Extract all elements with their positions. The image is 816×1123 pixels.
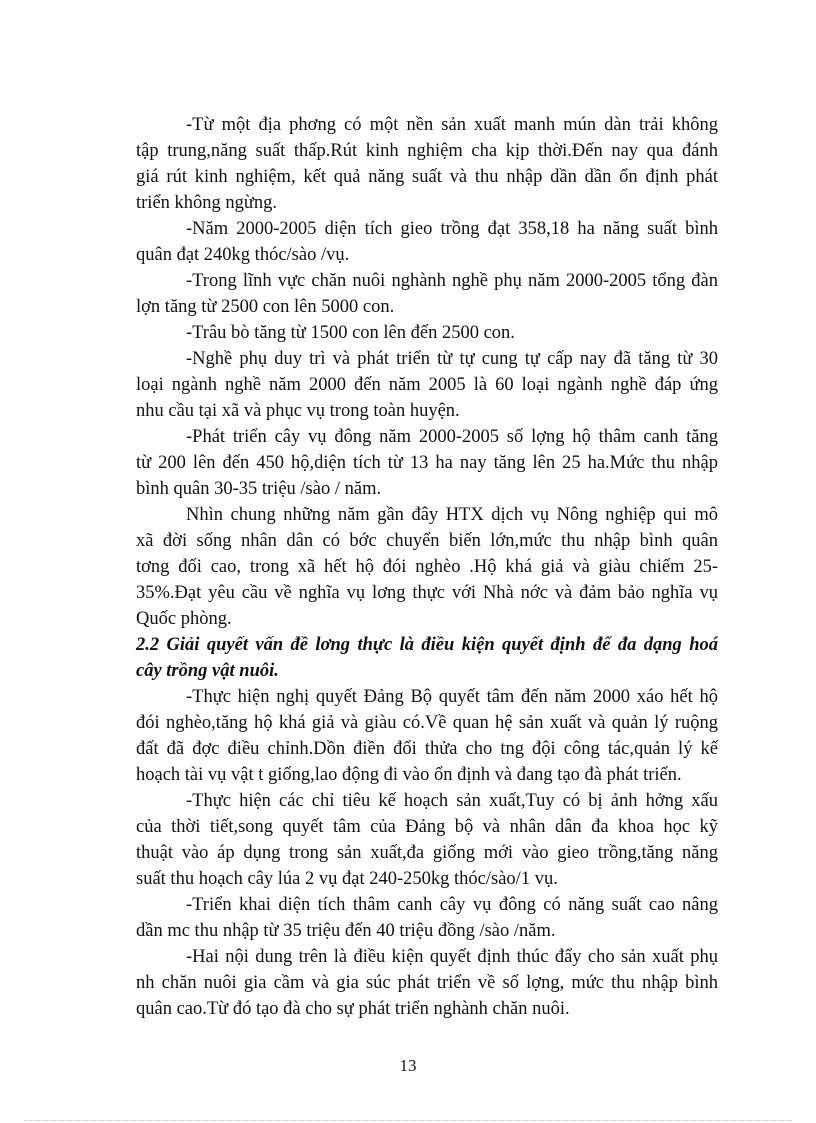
- paragraph-line: Quốc phòng.: [136, 609, 232, 629]
- paragraph-line: xã đời sống nhân dân có bớc chuyển biến lớn,mức thu nhập bình quân: [136, 531, 718, 551]
- paragraph-line: -Phát triển cây vụ đông năm 2000-2005 số lợng hộ thâm canh tăng: [186, 427, 718, 447]
- paragraph-line: -Năm 2000-2005 diện tích gieo trồng đạt 358,18 ha năng suất bình: [186, 219, 718, 239]
- paragraph-line: Nhìn chung những năm gần đây HTX dịch vụ Nông nghiệp qui mô: [186, 505, 718, 525]
- section-heading: 2.2 Giải quyết vấn đề lơng thực là điều kiện quyết định để đa dạng hoá: [136, 635, 718, 655]
- paragraph-line: -Triển khai diện tích thâm canh cây vụ đông có năng suất cao nâng: [186, 895, 718, 915]
- paragraph-line: thuật vào áp dụng trong sản xuất,đa giống mới vào gieo trồng,tăng năng: [136, 843, 718, 863]
- paragraph-line: lợn tăng từ 2500 con lên 5000 con.: [136, 297, 395, 317]
- page-number: 13: [399, 1056, 417, 1075]
- paragraph-line: loại ngành nghề năm 2000 đến năm 2005 là 60 loại ngành nghề đáp ứng: [136, 375, 718, 395]
- paragraph-line: đất đã đợc điều chỉnh.Dồn điền đổi thửa cho tng đội công tác,quản lý kế: [136, 739, 718, 759]
- paragraph-line: suất thu hoạch cây lúa 2 vụ đạt 240-250kg thóc/sào/1 vụ.: [136, 869, 558, 889]
- paragraph-line: nh chăn nuôi gia cầm và gia súc phát triển về số lợng, mức thu nhập bình: [136, 973, 718, 993]
- paragraph-line: -Thực hiện các chỉ tiêu kế hoạch sản xuất,Tuy có bị ảnh hởng xấu: [186, 791, 718, 811]
- paragraph-line: quân cao.Từ đó tạo đà cho sự phát triển nghành chăn nuôi.: [136, 999, 570, 1019]
- paragraph-line: bình quân 30-35 triệu /sào / năm.: [136, 479, 382, 499]
- paragraph-line: đói nghèo,tăng hộ khá giả và giàu có.Về quan hệ sản xuất và quản lý ruộng: [136, 713, 718, 733]
- paragraph-line: quân đạt 240kg thóc/sào /vụ.: [136, 245, 350, 265]
- paragraph-line: -Nghề phụ duy trì và phát triển từ tự cung tự cấp nay đã tăng từ 30: [186, 349, 718, 369]
- paragraph-line: giá rút kinh nghiệm, kết quả năng suất và thu nhập dần dần ổn định phát: [136, 167, 718, 187]
- page-bottom-border: [24, 1120, 792, 1121]
- section-heading: cây trồng vật nuôi.: [136, 661, 279, 681]
- paragraph-line: hoạch tài vụ vật t giống,lao động đi vào ổn định và đang tạo đà phát triển.: [136, 765, 682, 785]
- paragraph-line: -Hai nội dung trên là điều kiện quyết định thúc đẩy cho sản xuất phụ: [186, 947, 718, 967]
- paragraph-line: -Trong lĩnh vực chăn nuôi nghành nghề phụ năm 2000-2005 tổng đàn: [186, 271, 718, 291]
- paragraph-line: -Thực hiện nghị quyết Đảng Bộ quyết tâm đến năm 2000 xáo hết hộ: [186, 687, 718, 707]
- paragraph-line: dần mc thu nhập từ 35 triệu đến 40 triệu đồng /sào /năm.: [136, 921, 556, 941]
- paragraph-line: từ 200 lên đến 450 hộ,diện tích từ 13 ha nay tăng lên 25 ha.Mức thu nhập: [136, 453, 718, 473]
- paragraph-line: nhu cầu tại xã và phục vụ trong toàn huyện.: [136, 401, 460, 421]
- paragraph-line: -Từ một địa phơng có một nền sản xuất manh mún dàn trải không: [186, 115, 718, 135]
- paragraph-line: -Trâu bò tăng từ 1500 con lên đến 2500 con.: [186, 323, 515, 343]
- paragraph-line: tập trung,năng suất thấp.Rút kinh nghiệm cha kịp thời.Đến nay qua đánh: [136, 141, 718, 161]
- paragraph-line: tơng đối cao, trong xã hết hộ đói nghèo .Hộ khá giả và giàu chiếm 25-: [136, 557, 718, 577]
- paragraph-line: của thời tiết,song quyết tâm của Đảng bộ và nhân dân đa khoa học kỹ: [136, 817, 718, 837]
- paragraph-line: triển không ngừng.: [136, 193, 278, 213]
- paragraph-line: 35%.Đạt yêu cầu về nghĩa vụ lơng thực với Nhà nớc và đảm bảo nghĩa vụ: [136, 583, 718, 603]
